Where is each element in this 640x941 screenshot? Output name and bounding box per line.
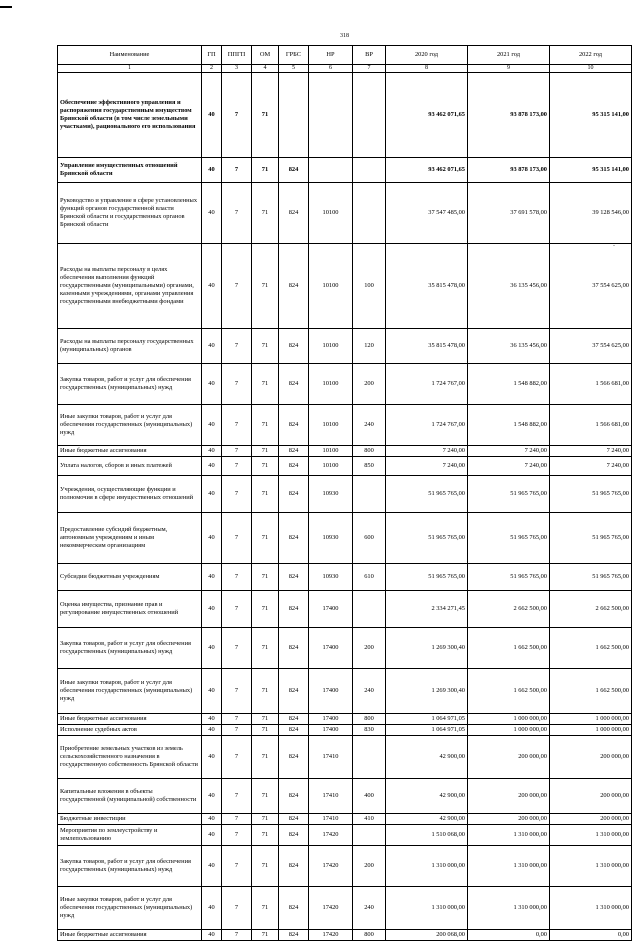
code-cell: 824 — [279, 364, 309, 405]
code-cell: 7 — [222, 846, 252, 887]
code-cell: 17400 — [309, 669, 353, 714]
code-cell — [353, 476, 386, 513]
amount-cell: 51 965 765,00 — [468, 476, 550, 513]
code-cell: 824 — [279, 669, 309, 714]
amount-cell: 95 315 141,00 — [550, 158, 632, 183]
code-cell: 7 — [222, 364, 252, 405]
amount-cell: 1 548 882,00 — [468, 364, 550, 405]
table-row — [58, 405, 632, 446]
table-row — [58, 591, 632, 628]
amount-cell: 1 566 681,00 — [550, 364, 632, 405]
code-cell — [353, 183, 386, 244]
code-cell: 7 — [222, 476, 252, 513]
code-cell: 850 — [353, 457, 386, 476]
amount-cell: 1 310 000,00 — [386, 846, 468, 887]
code-cell: 800 — [353, 930, 386, 941]
amount-cell: 39 128 546,00 — [550, 183, 632, 244]
code-cell — [353, 825, 386, 846]
amount-cell: 1 269 300,40 — [386, 669, 468, 714]
column-number: 10 — [550, 65, 632, 73]
code-cell: 17420 — [309, 930, 353, 941]
amount-cell: 7 240,00 — [550, 446, 632, 457]
row-name: Закупка товаров, работ и услуг для обеспечения государственных (муниципальных) нужд — [58, 846, 202, 887]
code-cell: 824 — [279, 591, 309, 628]
code-cell: 40 — [202, 825, 222, 846]
row-name: Управление имущественных отношений Брянской области — [58, 158, 202, 183]
header-row — [58, 46, 632, 65]
code-cell: 410 — [353, 814, 386, 825]
amount-cell: 7 240,00 — [386, 446, 468, 457]
code-cell: 40 — [202, 158, 222, 183]
code-cell — [353, 158, 386, 183]
table-row — [58, 725, 632, 736]
row-name: Иные закупки товаров, работ и услуг для обеспечения государственных (муниципальных) нужд — [58, 887, 202, 930]
code-cell: 40 — [202, 364, 222, 405]
header-cell: Наименование — [58, 46, 202, 65]
amount-cell: 7 240,00 — [468, 457, 550, 476]
code-cell: 824 — [279, 930, 309, 941]
amount-cell: 1 662 500,00 — [468, 628, 550, 669]
amount-cell: 2 662 500,00 — [468, 591, 550, 628]
code-cell: 824 — [279, 825, 309, 846]
code-cell: 10930 — [309, 513, 353, 564]
amount-cell: 1 510 068,00 — [386, 825, 468, 846]
code-cell: 71 — [252, 669, 279, 714]
header-cell: ОМ — [252, 46, 279, 65]
code-cell: 71 — [252, 846, 279, 887]
code-cell: 40 — [202, 591, 222, 628]
code-cell: 71 — [252, 405, 279, 446]
amount-cell: 7 240,00 — [386, 457, 468, 476]
header-cell: ГРБС — [279, 46, 309, 65]
table-row — [58, 564, 632, 591]
code-cell: 610 — [353, 564, 386, 591]
code-cell: 71 — [252, 158, 279, 183]
code-cell: 824 — [279, 158, 309, 183]
table-row — [58, 736, 632, 779]
amount-cell: 93 462 071,65 — [386, 73, 468, 158]
code-cell: 824 — [279, 457, 309, 476]
code-cell: 71 — [252, 446, 279, 457]
row-name: Уплата налогов, сборов и иных платежей — [58, 457, 202, 476]
row-name: Расходы на выплаты персоналу государственных (муниципальных) органов — [58, 329, 202, 364]
amount-cell: 93 878 173,00 — [468, 158, 550, 183]
amount-cell: 1 310 000,00 — [468, 825, 550, 846]
code-cell: 17400 — [309, 725, 353, 736]
code-cell: 17420 — [309, 825, 353, 846]
row-name: Приобретение земельных участков из земель сельскохозяйственного назначения в государственную собственность Брянской области — [58, 736, 202, 779]
code-cell: 7 — [222, 591, 252, 628]
column-number: 4 — [252, 65, 279, 73]
row-name: Руководство и управление в сфере установленных функций органов государственной власти Брянской области и государственных органов Брянской области — [58, 183, 202, 244]
code-cell: 200 — [353, 364, 386, 405]
column-number-row — [58, 65, 632, 73]
code-cell: 40 — [202, 628, 222, 669]
row-name: Субсидии бюджетным учреждениям — [58, 564, 202, 591]
code-cell: 40 — [202, 513, 222, 564]
code-cell: 40 — [202, 457, 222, 476]
amount-cell: 200 000,00 — [550, 814, 632, 825]
code-cell: 7 — [222, 183, 252, 244]
amount-cell: 1 566 681,00 — [550, 405, 632, 446]
row-name: Расходы на выплаты персоналу в целях обеспечения выполнения функций государственными (муниципальными) органами, казенными учреждениями, органами управления государственными внебюджетными фондами — [58, 244, 202, 329]
code-cell: 7 — [222, 564, 252, 591]
amount-cell: 1 310 000,00 — [550, 846, 632, 887]
amount-cell: 37 691 578,00 — [468, 183, 550, 244]
code-cell: 7 — [222, 930, 252, 941]
amount-cell: 51 965 765,00 — [468, 513, 550, 564]
code-cell: 40 — [202, 846, 222, 887]
row-name: Иные бюджетные ассигнования — [58, 930, 202, 941]
code-cell: 71 — [252, 628, 279, 669]
row-name: Иные бюджетные ассигнования — [58, 714, 202, 725]
code-cell: 71 — [252, 73, 279, 158]
table-row — [58, 714, 632, 725]
code-cell: 10100 — [309, 183, 353, 244]
table-row — [58, 457, 632, 476]
code-cell: 830 — [353, 725, 386, 736]
table-row — [58, 158, 632, 183]
code-cell: 824 — [279, 846, 309, 887]
code-cell: 40 — [202, 244, 222, 329]
amount-cell: 1 269 300,40 — [386, 628, 468, 669]
amount-cell: 200 000,00 — [468, 814, 550, 825]
table-row — [58, 887, 632, 930]
row-name: Иные закупки товаров, работ и услуг для обеспечения государственных (муниципальных) нужд — [58, 669, 202, 714]
code-cell: 7 — [222, 329, 252, 364]
code-cell: 7 — [222, 725, 252, 736]
amount-cell: 36 135 456,00 — [468, 329, 550, 364]
amount-cell: 1 064 971,05 — [386, 725, 468, 736]
amount-cell: 1 310 000,00 — [550, 825, 632, 846]
code-cell: 824 — [279, 476, 309, 513]
code-cell: 7 — [222, 714, 252, 725]
code-cell: 10100 — [309, 329, 353, 364]
code-cell: 71 — [252, 564, 279, 591]
amount-cell: 42 900,00 — [386, 779, 468, 814]
amount-cell: 1 310 000,00 — [468, 846, 550, 887]
code-cell: 400 — [353, 779, 386, 814]
code-cell: 71 — [252, 183, 279, 244]
header-cell: НР — [309, 46, 353, 65]
header-cell: 2022 год — [550, 46, 632, 65]
amount-cell: 1 000 000,00 — [550, 725, 632, 736]
code-cell: 824 — [279, 329, 309, 364]
code-cell: 17400 — [309, 714, 353, 725]
amount-cell: 1 548 882,00 — [468, 405, 550, 446]
header-cell: 2021 год — [468, 46, 550, 65]
amount-cell: 0,00 — [550, 930, 632, 941]
table-row — [58, 825, 632, 846]
amount-cell: 35 815 478,00 — [386, 244, 468, 329]
code-cell: 71 — [252, 887, 279, 930]
amount-cell: 1 662 500,00 — [550, 669, 632, 714]
code-cell: 240 — [353, 405, 386, 446]
code-cell: 7 — [222, 446, 252, 457]
amount-cell: 1 310 000,00 — [468, 887, 550, 930]
table-row — [58, 930, 632, 941]
amount-cell: 1 310 000,00 — [550, 887, 632, 930]
code-cell: 600 — [353, 513, 386, 564]
budget-table — [57, 45, 632, 941]
code-cell: 40 — [202, 73, 222, 158]
code-cell: 824 — [279, 446, 309, 457]
row-name: Предоставление субсидий бюджетным, автономным учреждениям и иным некоммерческим организациям — [58, 513, 202, 564]
code-cell: 40 — [202, 725, 222, 736]
table-row — [58, 476, 632, 513]
code-cell: 10100 — [309, 405, 353, 446]
code-cell: 40 — [202, 564, 222, 591]
code-cell: 824 — [279, 714, 309, 725]
header-cell: ППГП — [222, 46, 252, 65]
amount-cell: 51 965 765,00 — [550, 513, 632, 564]
table-row — [58, 244, 632, 329]
amount-cell: 200 068,00 — [386, 930, 468, 941]
code-cell: 17410 — [309, 814, 353, 825]
code-cell: 17410 — [309, 779, 353, 814]
code-cell: 71 — [252, 244, 279, 329]
row-name: Обеспечение эффективного управления и распоряжения государственным имуществом Брянской области (в том числе земельными участками), рационального его использования — [58, 73, 202, 158]
code-cell: 7 — [222, 244, 252, 329]
code-cell: 71 — [252, 825, 279, 846]
code-cell — [353, 736, 386, 779]
code-cell: 824 — [279, 628, 309, 669]
amount-cell: 7 240,00 — [468, 446, 550, 457]
code-cell: 40 — [202, 887, 222, 930]
amount-cell: 1 000 000,00 — [550, 714, 632, 725]
row-name: Закупка товаров, работ и услуг для обеспечения государственных (муниципальных) нужд — [58, 364, 202, 405]
code-cell: 824 — [279, 183, 309, 244]
amount-cell: 37 547 485,00 — [386, 183, 468, 244]
code-cell — [353, 591, 386, 628]
code-cell: 120 — [353, 329, 386, 364]
amount-cell: 0,00 — [468, 930, 550, 941]
code-cell: 7 — [222, 73, 252, 158]
code-cell: 7 — [222, 736, 252, 779]
corner-mark — [0, 6, 12, 8]
amount-cell: 51 965 765,00 — [386, 564, 468, 591]
column-number: 7 — [353, 65, 386, 73]
amount-cell: 1 000 000,00 — [468, 725, 550, 736]
code-cell — [353, 73, 386, 158]
code-cell: 7 — [222, 887, 252, 930]
code-cell: 7 — [222, 405, 252, 446]
amount-cell: 2 662 500,00 — [550, 591, 632, 628]
row-name: Исполнение судебных актов — [58, 725, 202, 736]
code-cell: 71 — [252, 714, 279, 725]
code-cell: 824 — [279, 405, 309, 446]
table-row — [58, 513, 632, 564]
code-cell: 17420 — [309, 846, 353, 887]
code-cell: 200 — [353, 628, 386, 669]
amount-cell: 200 000,00 — [468, 779, 550, 814]
code-cell: 7 — [222, 457, 252, 476]
code-cell: 10100 — [309, 364, 353, 405]
amount-cell: 93 878 173,00 — [468, 73, 550, 158]
amount-cell: 51 965 765,00 — [550, 476, 632, 513]
row-name: Капитальные вложения в объекты государственной (муниципальной) собственности — [58, 779, 202, 814]
code-cell: 71 — [252, 814, 279, 825]
row-name: Мероприятия по землеустройству и землепользованию — [58, 825, 202, 846]
code-cell: 800 — [353, 714, 386, 725]
code-cell: 7 — [222, 628, 252, 669]
column-number: 9 — [468, 65, 550, 73]
code-cell: 40 — [202, 779, 222, 814]
table-body — [58, 73, 632, 941]
code-cell: 71 — [252, 476, 279, 513]
code-cell: 824 — [279, 736, 309, 779]
code-cell: 40 — [202, 446, 222, 457]
code-cell: 40 — [202, 329, 222, 364]
amount-cell: 200 000,00 — [550, 736, 632, 779]
amount-cell: 51 965 765,00 — [468, 564, 550, 591]
row-name: Оценка имущества, признание прав и регулирование имущественных отношений — [58, 591, 202, 628]
column-number: 8 — [386, 65, 468, 73]
table-row — [58, 183, 632, 244]
code-cell: 240 — [353, 887, 386, 930]
table-row — [58, 814, 632, 825]
page-number: 318 — [340, 33, 349, 39]
table-row — [58, 669, 632, 714]
column-number: 3 — [222, 65, 252, 73]
code-cell: 800 — [353, 446, 386, 457]
column-number: 1 — [58, 65, 202, 73]
row-name: Учреждения, осуществляющие функции и полномочия в сфере имущественных отношений — [58, 476, 202, 513]
amount-cell: 2 334 271,45 — [386, 591, 468, 628]
code-cell: 17400 — [309, 628, 353, 669]
amount-cell: 1 724 767,00 — [386, 405, 468, 446]
code-cell: 40 — [202, 669, 222, 714]
code-cell: 40 — [202, 714, 222, 725]
code-cell: 40 — [202, 405, 222, 446]
code-cell: 100 — [353, 244, 386, 329]
code-cell: 71 — [252, 725, 279, 736]
amount-cell: 51 965 765,00 — [386, 513, 468, 564]
amount-cell: 35 815 478,00 — [386, 329, 468, 364]
code-cell: 71 — [252, 513, 279, 564]
code-cell: 40 — [202, 183, 222, 244]
amount-cell: 1 662 500,00 — [550, 628, 632, 669]
amount-cell: 42 900,00 — [386, 814, 468, 825]
code-cell: 71 — [252, 779, 279, 814]
amount-cell: 51 965 765,00 — [550, 564, 632, 591]
column-number: 2 — [202, 65, 222, 73]
table-row — [58, 779, 632, 814]
code-cell: 824 — [279, 887, 309, 930]
column-number: 5 — [279, 65, 309, 73]
table-row — [58, 329, 632, 364]
row-name: Закупка товаров, работ и услуг для обеспечения государственных (муниципальных) нужд — [58, 628, 202, 669]
table-row — [58, 628, 632, 669]
code-cell: 7 — [222, 814, 252, 825]
code-cell: 824 — [279, 513, 309, 564]
amount-cell: 95 315 141,00 — [550, 73, 632, 158]
amount-cell: 1 724 767,00 — [386, 364, 468, 405]
amount-cell: 7 240,00 — [550, 457, 632, 476]
code-cell: 71 — [252, 736, 279, 779]
code-cell: 824 — [279, 244, 309, 329]
code-cell: 7 — [222, 513, 252, 564]
amount-cell: 93 462 071,65 — [386, 158, 468, 183]
code-cell: 824 — [279, 814, 309, 825]
code-cell: 10100 — [309, 457, 353, 476]
code-cell: 7 — [222, 158, 252, 183]
amount-cell: 1 000 000,00 — [468, 714, 550, 725]
table-row — [58, 73, 632, 158]
code-cell: 824 — [279, 725, 309, 736]
code-cell: 200 — [353, 846, 386, 887]
amount-cell: 37 554 625,00 — [550, 244, 632, 329]
code-cell: 10930 — [309, 564, 353, 591]
code-cell: 240 — [353, 669, 386, 714]
row-name: Бюджетные инвестиции — [58, 814, 202, 825]
code-cell: 7 — [222, 669, 252, 714]
header-cell: 2020 год — [386, 46, 468, 65]
code-cell: 40 — [202, 476, 222, 513]
table-row — [58, 446, 632, 457]
code-cell: 17410 — [309, 736, 353, 779]
header-cell: ВР — [353, 46, 386, 65]
code-cell — [309, 73, 353, 158]
code-cell: 10100 — [309, 244, 353, 329]
code-cell: 17420 — [309, 887, 353, 930]
amount-cell: 36 135 456,00 — [468, 244, 550, 329]
amount-cell: 200 000,00 — [468, 736, 550, 779]
code-cell: 10930 — [309, 476, 353, 513]
row-name: Иные бюджетные ассигнования — [58, 446, 202, 457]
code-cell: 71 — [252, 591, 279, 628]
amount-cell: 1 662 500,00 — [468, 669, 550, 714]
amount-cell: 42 900,00 — [386, 736, 468, 779]
amount-cell: 200 000,00 — [550, 779, 632, 814]
code-cell: 71 — [252, 930, 279, 941]
amount-cell: 1 064 971,05 — [386, 714, 468, 725]
row-name: Иные закупки товаров, работ и услуг для обеспечения государственных (муниципальных) нужд — [58, 405, 202, 446]
code-cell: 10100 — [309, 446, 353, 457]
code-cell: 40 — [202, 736, 222, 779]
code-cell: 71 — [252, 364, 279, 405]
code-cell — [279, 73, 309, 158]
table-row — [58, 364, 632, 405]
header-cell: ГП — [202, 46, 222, 65]
code-cell: 824 — [279, 564, 309, 591]
side-mark: . — [613, 240, 615, 248]
code-cell: 17400 — [309, 591, 353, 628]
amount-cell: 37 554 625,00 — [550, 329, 632, 364]
code-cell: 71 — [252, 329, 279, 364]
code-cell: 40 — [202, 814, 222, 825]
code-cell — [309, 158, 353, 183]
code-cell: 71 — [252, 457, 279, 476]
code-cell: 40 — [202, 930, 222, 941]
code-cell: 824 — [279, 779, 309, 814]
amount-cell: 1 310 000,00 — [386, 887, 468, 930]
amount-cell: 51 965 765,00 — [386, 476, 468, 513]
column-number: 6 — [309, 65, 353, 73]
table-row — [58, 846, 632, 887]
code-cell: 7 — [222, 825, 252, 846]
code-cell: 7 — [222, 779, 252, 814]
